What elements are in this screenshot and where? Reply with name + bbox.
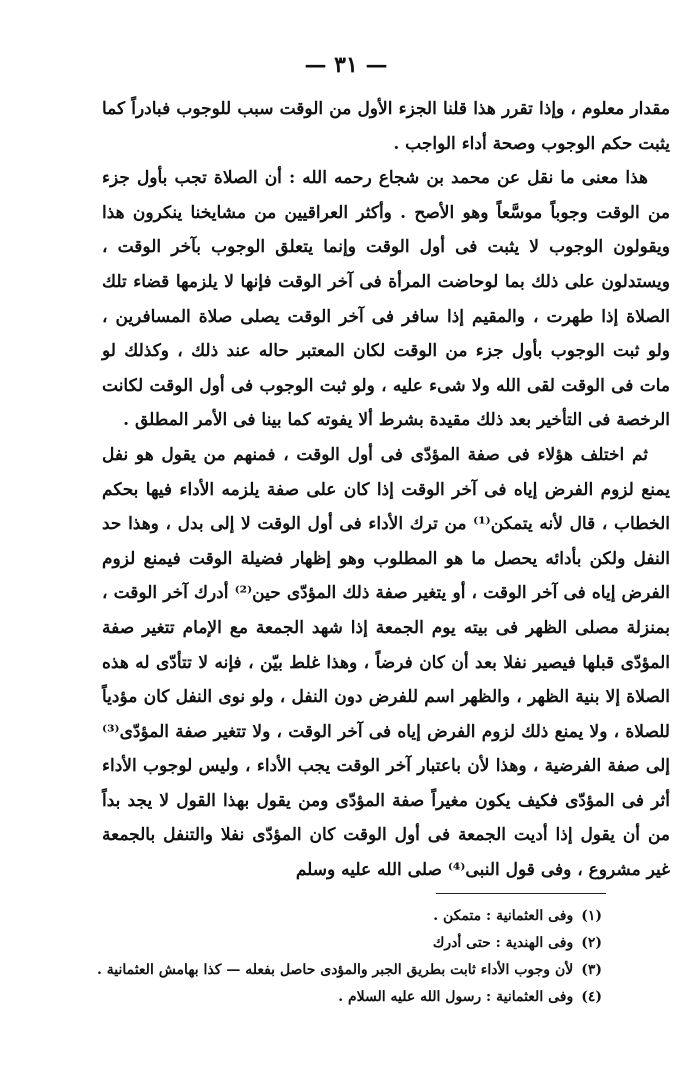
footnote <box>82 957 602 984</box>
footnote-number: (٣) <box>581 962 602 978</box>
footnote-text: وفى العثمانية : متمكن . <box>433 908 574 924</box>
page-number: — ٣١ — <box>304 52 388 78</box>
footnote <box>82 984 602 1011</box>
footnote-number: (٢) <box>581 935 602 951</box>
footnote-divider <box>436 893 606 894</box>
footnote <box>82 930 602 957</box>
footnote-number: (٤) <box>581 989 602 1005</box>
footnote-text: وفى الهندية : حتى أدرك <box>432 935 574 951</box>
footnotes <box>82 903 602 1011</box>
paragraph: هذا معنى ما نقل عن محمد بن شجاع رحمه الله : أن الصلاة تجب بأول جزء من الوقت وجوباً موسَّعاً وهو الأصح . وأكثر العراقيين من مشايخنا ينكرون هذا ويقولون الوجوب لا يثبت فى أول الوقت وإنما يتعلق الوجوب بآخر الوقت ، ويستدلون على ذلك بما لوحاضت المرأة فى آخر الوقت فإنها لا يلزمها قضاء تلك الصلاة إذا طهرت ، والمقيم إذا سافر فى آخر الوقت يصلى صلاة المسافرين ، ولو ثبت الوجوب بأول جزء من الوقت لكان المعتبر حاله عند ذلك ، وكذلك لو مات فى الوقت لقى الله ولا شىء عليه ، ولو ثبت الوجوب فى أول الوقت لكانت الرخصة فى التأخير بعد ذلك مقيدة بشرط ألا يفوته كما بينا فى الأمر المطلق . <box>102 168 670 431</box>
footnote-text: لأن وجوب الأداء ثابت بطريق الجبر والمؤدى حاصل بفعله — كذا بهامش العثمانية . <box>96 962 574 978</box>
footnote <box>82 903 602 930</box>
paragraph: ثم اختلف هؤلاء فى صفة المؤدّى فى أول الوقت ، فمنهم من يقول هو نفل يمنع لزوم الفرض إياه فى آخر الوقت إذا كان على صفة يلزمه الأداء فيها بحكم الخطاب ، قال لأنه يتمكن⁽¹⁾ من ترك الأداء فى أول الوقت لا إلى بدل ، وهذا حد النفل ولكن بأدائه يحصل ما هو المطلوب وهو إظهار فضيلة الوقت فيمنع لزوم الفرض إياه فى آخر الوقت ، أو يتغير صفة ذلك المؤدّى حين⁽²⁾ أدرك آخر الوقت ، بمنزلة مصلى الظهر فى بيته يوم الجمعة إذا شهد الجمعة مع الإمام تتغير صفة المؤدّى قبلها فيصير نفلا بعد أن كان فرضاً ، وهذا غلط بيّن ، فإنه لا تتأدّى له هذه الصلاة إلا بنية الظهر ، والظهر اسم للفرض دون النفل ، ولو نوى النفل كان مؤدياً للصلاة ، ولا يمنع ذلك لزوم الفرض إياه فى آخر الوقت ، ولا تتغير صفة المؤدّى⁽³⁾ إلى صفة الفرضية ، وهذا لأن باعتبار آخر الوقت يجب الأداء ، وليس لوجوب الأداء أثر فى المؤدّى فكيف يكون مغيراً صفة المؤدّى ومن يقول بهذا القول لا يجد بداً من أن يقول إذا أديت الجمعة فى أول الوقت كان المؤدّى نفلا والتنفل بالجمعة غير مشروع ، وفى قول النبى⁽⁴⁾ صلى الله عليه وسلم <box>102 444 671 881</box>
footnote-text: وفى العثمانية : رسول الله عليه السلام . <box>338 989 574 1005</box>
body-text <box>102 92 670 888</box>
paragraph: مقدار معلوم ، وإذا تقرر هذا قلنا الجزء الأول من الوقت سبب للوجوب فبادراً كما يثبت حكم الوجوب وصحة أداء الواجب . <box>102 99 670 154</box>
footnote-number: (١) <box>581 908 602 924</box>
